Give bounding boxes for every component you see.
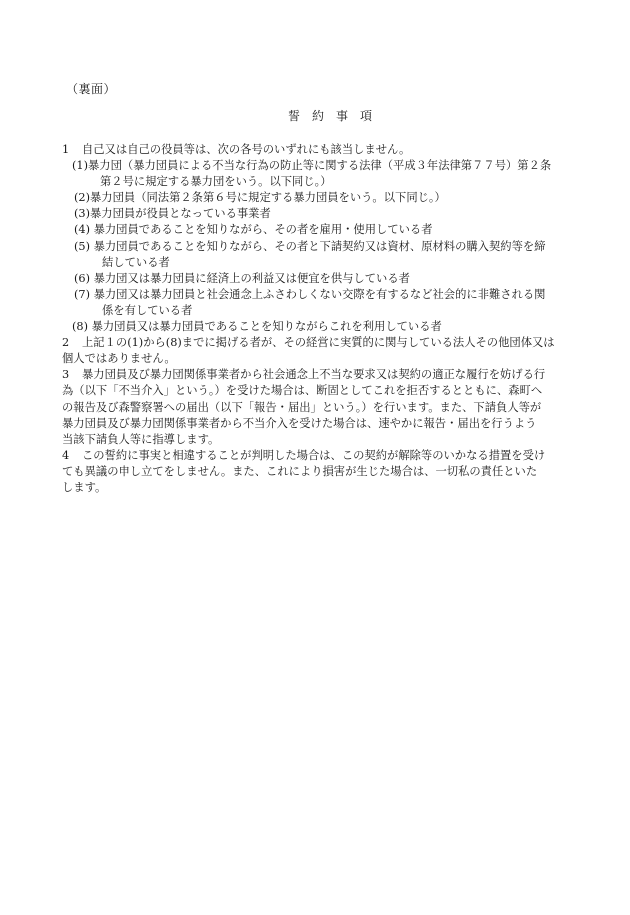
subitem-6 (62, 271, 577, 287)
item-line: ても異議の申し立てをしません。また、これにより損害が生じた場合は、一切私の責任といた (62, 464, 538, 478)
subitem-line: (7) 暴力団又は暴力団員と社会通念上ふさわしくない交際を有するなど社会的に非難される関 (74, 287, 546, 301)
page-title: 誓 約 事 項 (287, 109, 372, 123)
item-number: 4 (62, 448, 70, 462)
subitem-1 (62, 158, 577, 190)
item-number: 3 (62, 368, 70, 382)
subitem-7 (62, 287, 577, 319)
pledge-item-2 (62, 335, 577, 367)
side-label: （裏面） (66, 82, 117, 96)
subitem-line: 結している者 (102, 255, 170, 269)
item-line: 自己又は自己の役員等は、次の各号のいずれにも該当しません。 (82, 143, 411, 156)
subitem-4 (62, 222, 577, 238)
pledge-item-4 (62, 448, 577, 496)
item-line: 当該下請負人等に指導します。 (62, 432, 220, 446)
pledge-item-3 (62, 367, 577, 447)
subitem-line: (5) 暴力団員であることを知りながら、その者と下請契約又は資材、原材料の購入契約等を締 (74, 239, 546, 253)
subitem-5 (62, 239, 577, 271)
item-line: の報告及び森警察署への届出（以下「報告・届出」という。）を行います。また、下請負人等が (62, 400, 542, 414)
item-line: 上記１の(1)から(8)までに掲げる者が、その経営に実質的に関与している法人その他団体又は (82, 336, 555, 350)
subitem-8 (62, 319, 577, 335)
item-number: 2 (62, 336, 70, 350)
subitem-2 (62, 190, 577, 206)
subitem-line: (6) 暴力団又は暴力団員に経済上の利益又は便宜を供与している者 (74, 271, 410, 285)
item-line: この誓約に事実と相違することが判明した場合は、この契約が解除等のいかなる措置を受け (82, 448, 546, 462)
subitem-line: (1)暴力団（暴力団員による不当な行為の防止等に関する法律（平成３年法律第７７号）第２条 (72, 159, 552, 173)
subitem-line: (4) 暴力団員であることを知りながら、その者を雇用・使用している者 (74, 223, 433, 237)
item-line: 暴力団員及び暴力団関係事業者から不当介入を受けた場合は、速やかに報告・届出を行うよう (62, 416, 537, 430)
item-line: 為（以下「不当介入」という。）を受けた場合は、断固としてこれを拒否するとともに、森町へ (62, 384, 543, 398)
subitem-line: 第２号に規定する暴力団をいう。以下同じ。） (100, 175, 332, 189)
item-line: します。 (62, 480, 107, 494)
subitem-line: (8) 暴力団員又は暴力団員であることを知りながらこれを利用している者 (72, 320, 442, 334)
item-number: 1 (62, 143, 70, 156)
subitem-3 (62, 206, 577, 222)
subitem-line: (3)暴力団員が役員となっている事業者 (74, 207, 271, 221)
item-line: 個人ではありません。 (62, 352, 176, 366)
subitem-line: 係を有している者 (102, 303, 193, 317)
pledge-item-1 (62, 142, 577, 158)
subitem-line: (2)暴力団員（同法第２条第６号に規定する暴力団員をいう。以下同じ。） (74, 191, 446, 205)
item-line: 暴力団員及び暴力団関係事業者から社会通念上不当な要求又は契約の適正な履行を妨げる行 (82, 368, 546, 382)
pledge-content (62, 142, 577, 496)
